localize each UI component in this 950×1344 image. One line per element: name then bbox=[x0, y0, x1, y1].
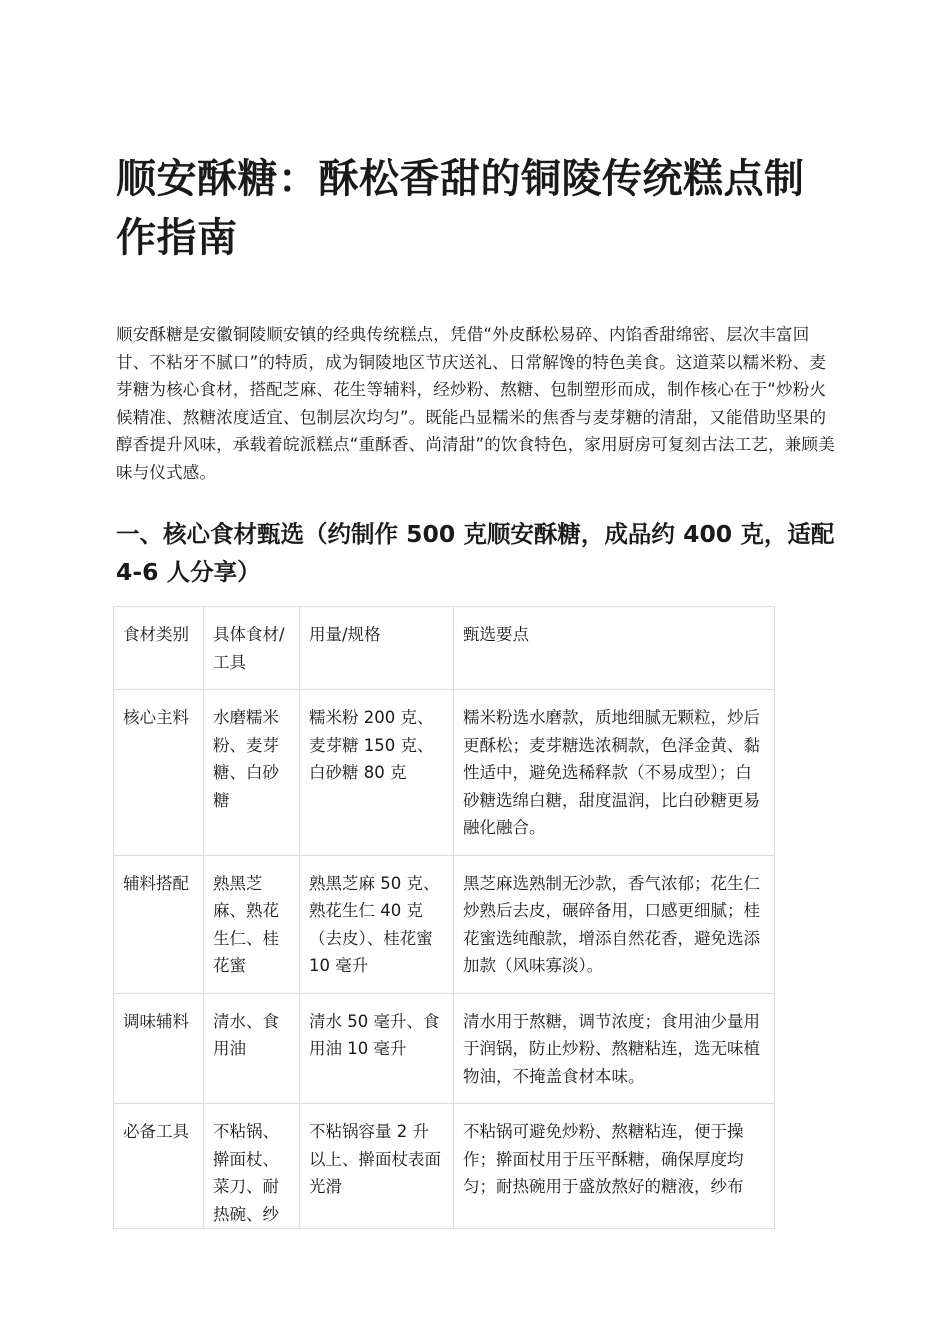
table-header-cell: 用量/规格 bbox=[300, 607, 454, 690]
table-row bbox=[114, 993, 775, 1104]
intro-paragraph: 顺安酥糖是安徽铜陵顺安镇的经典传统糕点，凭借“外皮酥松易碎、内馅香甜绵密、层次丰富回甘、不粘牙不腻口”的特质，成为铜陵地区节庆送礼、日常解馋的特色美食。这道菜以糯米粉、麦芽糖为核心食材，搭配芝麻、花生等辅料，经炒粉、熬糖、包制塑形而成，制作核心在于“炒粉火候精准、熬糖浓度适宜、包制层次均匀”。既能凸显糯米的焦香与麦芽糖的清甜，又能借助坚果的醇香提升风味，承载着皖派糕点“重酥香、尚清甜”的饮食特色，家用厨房可复刻古法工艺，兼顾美味与仪式感。 bbox=[116, 325, 835, 482]
amount-cell: 不粘锅容量 2 升以上、擀面杖表面光滑 bbox=[300, 1104, 454, 1229]
table-row bbox=[114, 690, 775, 856]
category-cell: 调味辅料 bbox=[114, 993, 204, 1104]
table-row bbox=[114, 1104, 775, 1229]
amount-cell: 糯米粉 200 克、麦芽糖 150 克、白砂糖 80 克 bbox=[300, 690, 454, 856]
items-cell: 熟黑芝麻、熟花生仁、桂花蜜 bbox=[204, 855, 300, 993]
amount-cell: 熟黑芝麻 50 克、熟花生仁 40 克（去皮）、桂花蜜 10 毫升 bbox=[300, 855, 454, 993]
category-cell: 必备工具 bbox=[114, 1104, 204, 1229]
ingredients-table bbox=[113, 606, 775, 1229]
table-header-cell: 具体食材/工具 bbox=[204, 607, 300, 690]
table-header-cell: 食材类别 bbox=[114, 607, 204, 690]
section-heading-ingredients: 一、核心食材甄选（约制作 500 克顺安酥糖，成品约 400 克，适配 4-6 人分享） bbox=[116, 520, 835, 586]
tips-cell: 不粘锅可避免炒粉、熬糖粘连，便于操作；擀面杖用于压平酥糖，确保厚度均匀；耐热碗用于盛放熬好的糖液，纱布 bbox=[454, 1104, 775, 1229]
table-header-row bbox=[114, 607, 775, 690]
items-cell: 水磨糯米粉、麦芽糖、白砂糖 bbox=[204, 690, 300, 856]
items-cell: 不粘锅、擀面杖、菜刀、耐热碗、纱 bbox=[204, 1104, 300, 1229]
amount-cell: 清水 50 毫升、食用油 10 毫升 bbox=[300, 993, 454, 1104]
tips-cell: 清水用于熬糖，调节浓度；食用油少量用于润锅，防止炒粉、熬糖粘连，选无味植物油，不掩盖食材本味。 bbox=[454, 993, 775, 1104]
tips-cell: 黑芝麻选熟制无沙款，香气浓郁；花生仁炒熟后去皮，碾碎备用，口感更细腻；桂花蜜选纯酿款，增添自然花香，避免选添加款（风味寡淡）。 bbox=[454, 855, 775, 993]
page-title: 顺安酥糖：酥松香甜的铜陵传统糕点制作指南 bbox=[116, 156, 805, 261]
table-header-cell: 甄选要点 bbox=[454, 607, 775, 690]
category-cell: 核心主料 bbox=[114, 690, 204, 856]
items-cell: 清水、食用油 bbox=[204, 993, 300, 1104]
table-row bbox=[114, 855, 775, 993]
category-cell: 辅料搭配 bbox=[114, 855, 204, 993]
tips-cell: 糯米粉选水磨款，质地细腻无颗粒，炒后更酥松；麦芽糖选浓稠款，色泽金黄、黏性适中，避免选稀释款（不易成型）；白砂糖选绵白糖，甜度温润，比白砂糖更易融化融合。 bbox=[454, 690, 775, 856]
